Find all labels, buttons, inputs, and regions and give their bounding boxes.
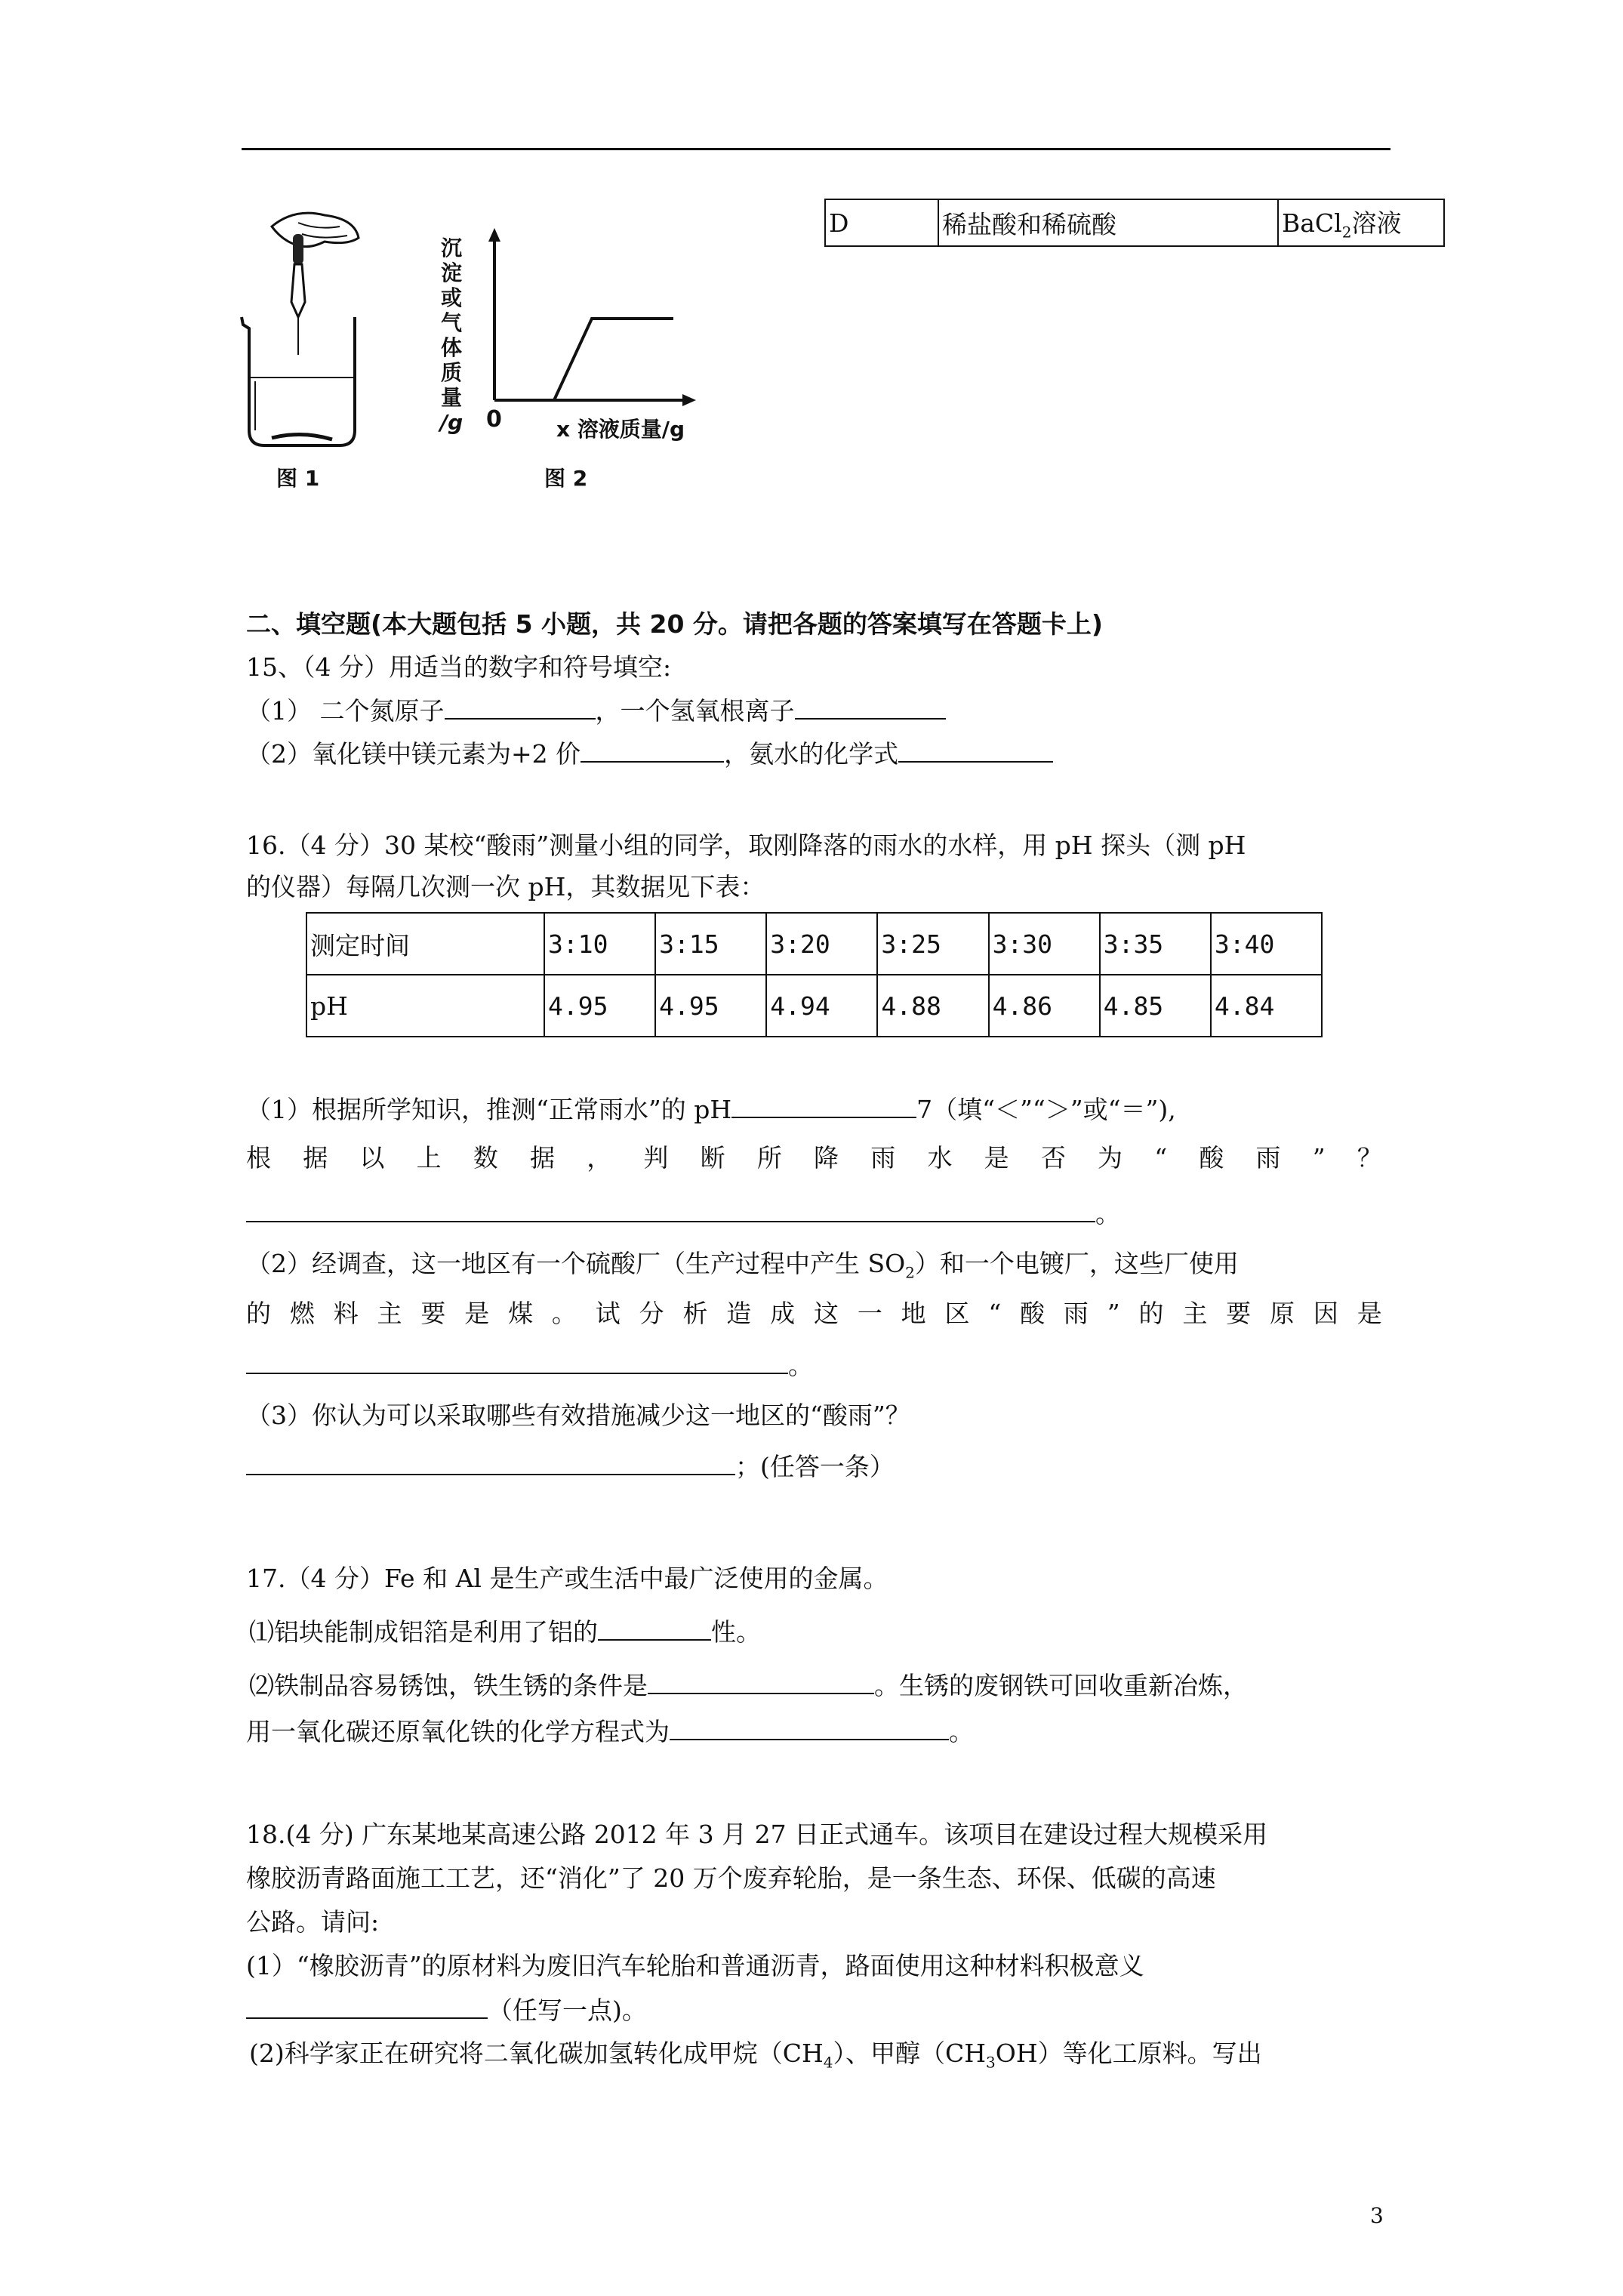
page-number: 3	[1370, 2203, 1384, 2228]
table-row	[825, 199, 1444, 246]
time-cell: 3:20	[766, 913, 877, 975]
ph-table	[306, 912, 1323, 1037]
q17-p2: ⑵铁制品容易锈蚀，铁生锈的条件是 。生锈的废钢铁可回收重新冶炼，	[249, 1669, 1248, 1703]
time-cell: 3:10	[544, 913, 655, 975]
origin-label: 0	[486, 406, 502, 433]
ph-cell: 4.85	[1100, 975, 1211, 1037]
option-label: D	[825, 199, 938, 246]
q18-stem-2: 橡胶沥青路面施工工艺，还“消化”了 20 万个废弃轮胎，是一条生态、环保、低碳的高速	[246, 1863, 1216, 1893]
answer-blank[interactable]	[246, 1993, 488, 2019]
answer-blank[interactable]	[795, 694, 946, 720]
answer-blank[interactable]	[731, 1093, 916, 1118]
ph-cell: 4.86	[989, 975, 1100, 1037]
table-row	[306, 913, 1322, 975]
q16-p2-line1: （2）经调查，这一地区有一个硫酸厂（生产过程中产生 $SO_2$）和一个电镀厂，这些厂使用	[246, 1249, 1239, 1282]
answer-blank[interactable]	[898, 737, 1053, 763]
q17-p1: ⑴铝块能制成铝箔是利用了铝的 性。	[249, 1615, 761, 1649]
section-title: 二、填空题(本大题包括 5 小题，共 20 分。请把各题的答案填写在答题卡上)	[246, 609, 1104, 639]
option-table	[824, 199, 1445, 247]
time-cell: 3:25	[877, 913, 988, 975]
y-axis-label: 沉 淀 或 气 体 质 量 /g	[439, 236, 463, 435]
q16-stem-1: 16.（4 分）30 某校“酸雨”测量小组的同学，取刚降落的雨水的水样，用 pH 探头（测 pH	[246, 831, 1246, 860]
q16-p2-line2: 的 燃 料 主 要 是 煤 。 试 分 析 造 成 这 一 地 区 “ 酸 雨 ” 的 主 要 原 因 是	[246, 1299, 1382, 1328]
hand-shape	[272, 213, 359, 247]
q18-stem-3: 公路。请问:	[246, 1907, 380, 1937]
dropper-tube	[291, 264, 305, 317]
option-reagents: 稀盐酸和稀硫酸	[938, 199, 1278, 246]
q15-line1: （1） 二个氮原子 ，一个氢氧根离子	[246, 694, 946, 728]
beaker-dropper-figure	[226, 204, 377, 453]
x-axis-label: x 溶液质量/g	[556, 417, 685, 442]
dropper-bulb	[293, 234, 303, 264]
answer-blank[interactable]	[246, 1348, 788, 1374]
time-cell: 3:30	[989, 913, 1100, 975]
q18-p1-line1: (1）“橡胶沥青”的原材料为废旧汽车轮胎和普通沥青，路面使用这种材料积极意义	[246, 1951, 1144, 1980]
q18-stem-1: 18.(4 分) 广东某地某高速公路 2012 年 3 月 27 日正式通车。该项目在建设过程大规模采用	[246, 1820, 1268, 1849]
q16-p1-line1: （1）根据所学知识，推测“正常雨水”的 pH 7（填“＜”“＞”或“＝”),	[246, 1093, 1176, 1126]
option-test-reagent: BaCl$_2$溶液	[1278, 199, 1444, 246]
answer-blank[interactable]	[648, 1669, 874, 1694]
q17-p3: 用一氧化碳还原氧化铁的化学方程式为 。	[246, 1715, 974, 1749]
q18-p1-line2: （任写一点)。	[246, 1993, 647, 2027]
q18-p2-line1: (2)科学家正在研究将二氧化碳加氢转化成甲烷$(CH_4)$、甲醇$(CH_3OH)$等化工原料。写出	[249, 2039, 1262, 2072]
time-cell: 3:15	[655, 913, 766, 975]
time-cell: 3:40	[1211, 913, 1322, 975]
q17-stem: 17.（4 分）Fe 和 Al 是生产或生活中最广泛使用的金属。	[246, 1564, 888, 1593]
ph-cell: 4.88	[877, 975, 988, 1037]
q16-p3-line2: ；(任答一条）	[246, 1450, 895, 1484]
time-cell: 3:35	[1100, 913, 1211, 975]
fig2-caption: 图 2	[544, 466, 588, 491]
q15-line2: （2）氧化镁中镁元素为+2 价 ，氨水的化学式	[246, 737, 1053, 771]
q16-p1-line2: 根 据 以 上 数 据 ， 判 断 所 降 雨 水 是 否 为 “ 酸 雨 ” ？	[246, 1143, 1382, 1173]
q16-p2-line3: 。	[246, 1348, 813, 1382]
row-label-cell: pH	[306, 975, 544, 1037]
ph-cell: 4.95	[655, 975, 766, 1037]
q16-p3-line1: （3）你认为可以采取哪些有效措施减少这一地区的“酸雨”？	[246, 1401, 910, 1430]
answer-blank[interactable]	[246, 1197, 1095, 1222]
fig1-caption: 图 1	[276, 466, 320, 491]
answer-blank[interactable]	[670, 1715, 949, 1740]
header-rule	[242, 148, 1390, 150]
ph-cell: 4.84	[1211, 975, 1322, 1037]
answer-blank[interactable]	[598, 1615, 711, 1641]
answer-blank[interactable]	[581, 737, 724, 763]
q15-stem: 15、（4 分）用适当的数字和符号填空:	[246, 652, 672, 682]
ph-cell: 4.94	[766, 975, 877, 1037]
precipitate-graph	[476, 227, 702, 423]
ph-cell: 4.95	[544, 975, 655, 1037]
header-cell: 测定时间	[306, 913, 544, 975]
answer-blank[interactable]	[445, 694, 596, 720]
answer-blank[interactable]	[246, 1450, 735, 1475]
q16-p1-line3: 。	[246, 1197, 1120, 1231]
table-row	[306, 975, 1322, 1037]
q16-stem-2: 的仪器）每隔几次测一次 pH，其数据见下表：	[246, 872, 765, 901]
curve-line	[554, 319, 673, 400]
